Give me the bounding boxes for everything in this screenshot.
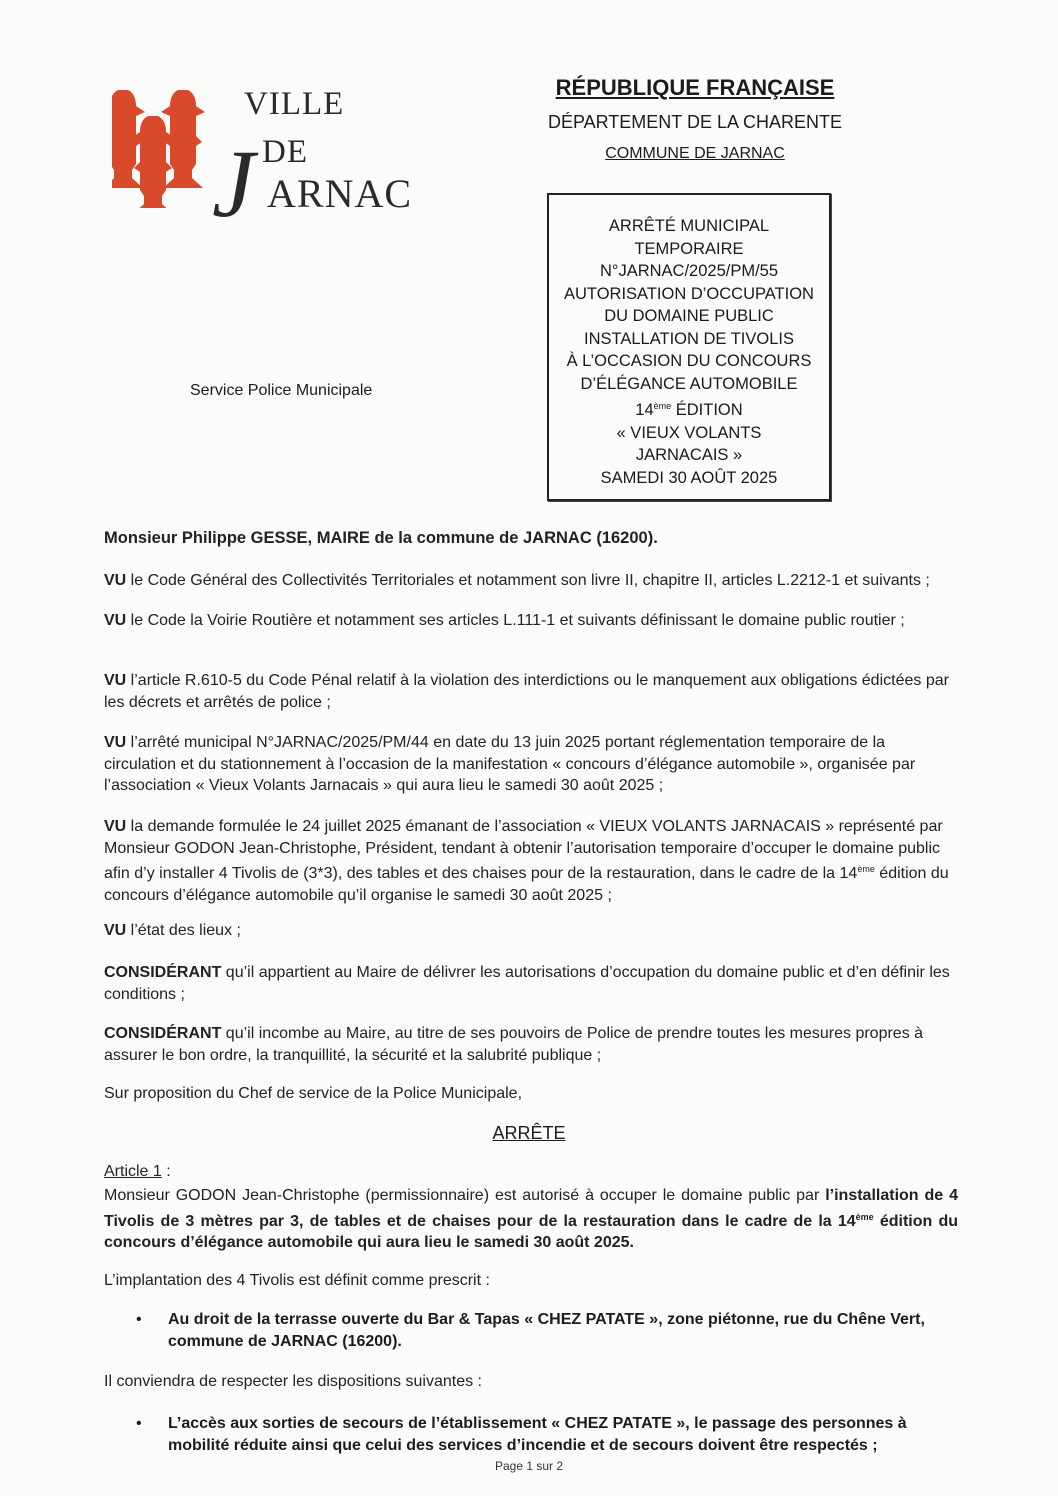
bullet-item-location <box>136 1309 958 1352</box>
title-line: ARRÊTÉ MUNICIPAL <box>608 217 770 235</box>
arrete-heading: ARRÊTE <box>492 1123 566 1143</box>
bullet-icon: • <box>136 1415 142 1432</box>
republic-heading: RÉPUBLIQUE FRANÇAISE <box>555 75 835 100</box>
fish-icon <box>161 90 205 188</box>
considerant-label: CONSIDÉRANT <box>104 1025 222 1042</box>
title-line: TEMPORAIRE <box>634 239 744 258</box>
title-line: SAMEDI 30 AOÛT 2025 <box>600 468 778 487</box>
title-line: D’ÉLÉGANCE AUTOMOBILE <box>580 374 798 393</box>
title-line: « VIEUX VOLANTS <box>616 423 762 442</box>
implantation-line: L’implantation des 4 Tivolis est définit comme prescrit : <box>104 1272 490 1289</box>
vu-label: VU <box>104 672 127 689</box>
vu-label: VU <box>104 818 127 835</box>
mayor-line: Monsieur Philippe GESSE, MAIRE de la commune de JARNAC (16200). <box>104 529 658 547</box>
title-line: INSTALLATION DE TIVOLIS <box>584 329 794 348</box>
considerant-label: CONSIDÉRANT <box>104 964 222 981</box>
considerant-paragraph-1 <box>104 962 958 1005</box>
proposition-line: Sur proposition du Chef de service de la Police Municipale, <box>104 1085 523 1102</box>
vu-text: l’état des lieux ; <box>126 922 241 939</box>
city-logo <box>112 80 413 237</box>
article-1-superscript: ème <box>855 1211 874 1222</box>
fish-emblem-icon <box>112 88 222 208</box>
article-1-label: Article 1 <box>104 1163 162 1180</box>
vu-label: VU <box>104 572 127 589</box>
vu-paragraph-4 <box>104 732 958 797</box>
logo-de: DE <box>262 134 308 170</box>
vu-label: VU <box>104 734 127 751</box>
vu-paragraph-3 <box>104 670 958 713</box>
vu-paragraph-1 <box>104 570 958 592</box>
vu-paragraph-6 <box>104 920 958 942</box>
vu-text: le Code la Voirie Routière et notamment ses articles L.111-1 et suivants définissant le domaine public routier ; <box>126 612 905 629</box>
logo-jarnac: ARNAC <box>267 171 413 216</box>
vu-label: VU <box>104 612 127 629</box>
bullet-icon: • <box>136 1311 142 1328</box>
logo-initial-j: J <box>212 130 255 237</box>
article-1-text <box>104 1185 958 1254</box>
department-heading: DÉPARTEMENT DE LA CHARENTE <box>547 112 843 132</box>
fish-icon <box>131 116 175 208</box>
vu-text: l’article R.610-5 du Code Pénal relatif à la violation des interdictions ou le manquement aux obligations édictées par les décrets et arrêtés de police ; <box>104 672 949 711</box>
vu-paragraph-2 <box>104 610 958 632</box>
bullet-text: Au droit de la terrasse ouverte du Bar & Tapas « CHEZ PATATE », zone piétonne, rue du Chêne Vert, commune de JARNAC (16200). <box>168 1311 925 1350</box>
commune-heading: COMMUNE DE JARNAC <box>605 145 785 162</box>
title-line: À L’OCCASION DU CONCOURS <box>566 352 812 370</box>
title-edition-line <box>635 395 742 422</box>
title-line: DU DOMAINE PUBLIC <box>604 307 774 325</box>
title-line: AUTORISATION D’OCCUPATION <box>564 284 814 303</box>
edition-word: ÉDITION <box>671 401 743 419</box>
vu-paragraph-5 <box>104 816 958 906</box>
article-1-text-b: l’installation de 4 Tivolis de 3 mètres par 3, de tables et de chaises pour de la restauration dans le cadre de la 14 <box>104 1187 958 1230</box>
article-1-colon: : <box>161 1163 171 1180</box>
article-1-text-c: édition du concours d’élégance automobile qui aura lieu le samedi 30 août 2025. <box>104 1212 958 1251</box>
page-number: Page 1 sur 2 <box>494 1459 564 1473</box>
bullet-item-access <box>136 1413 958 1456</box>
vu-label: VU <box>104 922 127 939</box>
article-1-heading <box>104 1161 958 1183</box>
service-label: Service Police Municipale <box>190 382 373 399</box>
edition-superscript: ème <box>653 401 672 411</box>
vu-superscript: ème <box>857 864 875 874</box>
vu-text: la demande formulée le 24 juillet 2025 émanant de l’association « VIEUX VOLANTS JARNACAIS » représenté par Monsieur GODON Jean-Christophe, Président, tendant à obtenir l’autorisation temporaire d’occuper le domaine public afin d’y installer 4 Tivolis de (3*3), des tables et des chaises pour de la restauration, dans le cadre de la 14 <box>104 818 943 882</box>
title-line: N°JARNAC/2025/PM/55 <box>599 262 779 280</box>
vu-text: édition du concours d’élégance automobile qu’il organise le samedi 30 août 2025 ; <box>104 865 949 904</box>
considerant-text: qu’il incombe au Maire, au titre de ses pouvoirs de Police de prendre toutes les mesures propres à assurer le bon ordre, la tranquillité, la sécurité et la salubrité publique ; <box>104 1025 924 1064</box>
decree-title-box <box>547 193 831 501</box>
title-line: JARNACAIS » <box>635 446 743 464</box>
vu-text: le Code Général des Collectivités Territoriales et notamment son livre II, chapitre II, articles L.2212-1 et suivants ; <box>126 572 930 589</box>
article-1-text-a: Monsieur GODON Jean-Christophe (permissionnaire) est autorisé à occuper le domaine public par <box>104 1187 826 1204</box>
edition-number: 14 <box>635 401 654 419</box>
vu-text: l’arrêté municipal N°JARNAC/2025/PM/44 en date du 13 juin 2025 portant réglementation temporaire de la circulation et du stationnement à l’occasion de la manifestation « concours d’élégance automobile », organisée par l’association « Vieux Volants Jarnacais » qui aura lieu le samedi 30 août 2025 ; <box>104 734 916 794</box>
considerant-text: qu’il appartient au Maire de délivrer les autorisations d’occupation du domaine public et d’en définir les conditions ; <box>104 964 950 1003</box>
logo-ville: VILLE <box>244 86 345 122</box>
bullet-text: L’accès aux sorties de secours de l’établissement « CHEZ PATATE », le passage des personnes à mobilité réduite ainsi que celui des services d’incendie et de secours doivent être respectés ; <box>168 1415 907 1454</box>
considerant-paragraph-2 <box>104 1023 958 1066</box>
dispositions-line: Il conviendra de respecter les dispositions suivantes : <box>104 1373 482 1390</box>
